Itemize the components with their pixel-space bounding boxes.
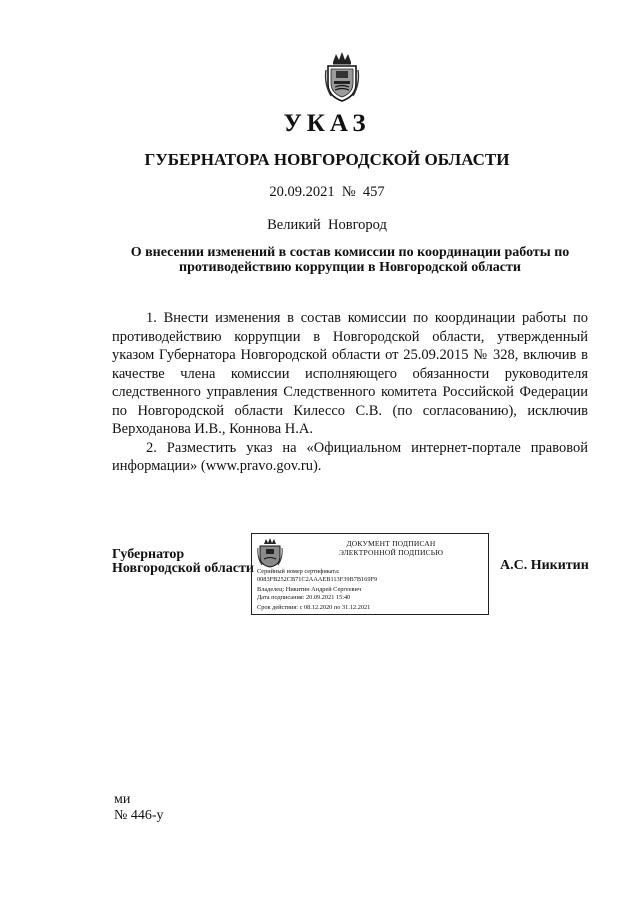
stamp-cert-number: 0083FB252CB71C2AAAEB113F39B7B169F9 <box>257 576 378 583</box>
stamp-validity: Срок действия: с 08.12.2020 по 31.12.2021 <box>257 604 371 611</box>
footer-initials: ми <box>114 792 131 807</box>
stamp-title <box>296 539 486 557</box>
coat-of-arms-icon <box>323 50 361 102</box>
electronic-signature-stamp <box>251 533 489 615</box>
stamp-cert-label: Серийный номер сертификата: <box>257 568 340 575</box>
decree-heading-line2: противодействию коррупции в Новгородской области <box>179 260 521 275</box>
place-of-issue: Великий Новгород <box>267 217 387 233</box>
signer-name: А.С. Никитин <box>500 558 589 573</box>
footer-number: № 446-у <box>114 808 164 823</box>
document-type-title: УКАЗ <box>283 110 371 137</box>
signatory-position <box>112 548 254 576</box>
stamp-sign-date: Дата подписания: 20.09.2021 15:40 <box>257 594 351 601</box>
stamp-coat-of-arms-icon <box>257 538 283 568</box>
signatory-position-line1: Губернатор <box>112 547 185 562</box>
date-and-number: 20.09.2021 № 457 <box>269 184 385 200</box>
stamp-title-line1: ДОКУМЕНТ ПОДПИСАН <box>346 539 436 548</box>
issuer-subtitle: ГУБЕРНАТОРА НОВГОРОДСКОЙ ОБЛАСТИ <box>144 150 510 169</box>
body-paragraph-1: 1. Внести изменения в состав комиссии по координации работы по противодействию коррупции в Новгородской области, утвержденный указом Губернатора Новгородской области от 25.09.2015 № 328, включив в качестве члена комиссии исполняющего обязанности руководителя следственного управления Следственного комитета Российской Федерации по Новгородской области Килессо С.В. (по согласованию), исключив Верходанова И.В., Коннова Н.А. <box>112 310 588 437</box>
decree-heading-line1: О внесении изменений в состав комиссии по координации работы по <box>130 245 570 260</box>
stamp-owner: Владелец: Никитин Андрей Сергеевич <box>257 586 362 593</box>
signatory-position-line2: Новгородской области <box>112 561 254 576</box>
decree-body <box>112 309 588 476</box>
stamp-title-line2: ЭЛЕКТРОННОЙ ПОДПИСЬЮ <box>338 548 444 557</box>
footer-reference <box>114 792 164 824</box>
body-paragraph-2: 2. Разместить указ на «Официальном интернет-портале правовой информации» (www.pravo.gov.ru). <box>112 439 588 474</box>
decree-heading <box>110 245 590 275</box>
